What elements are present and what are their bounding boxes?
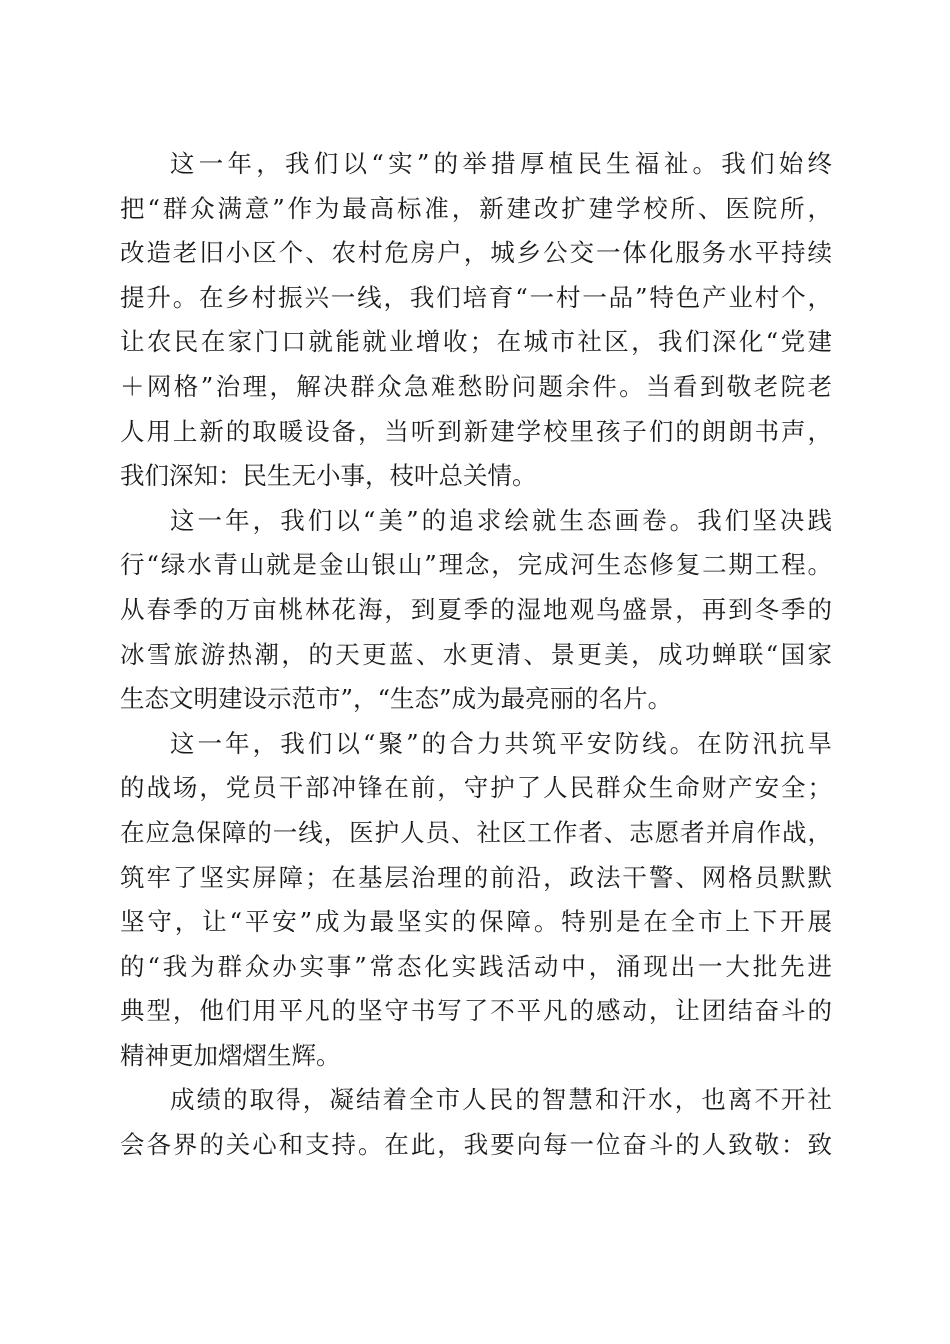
paragraph-1-line-7: 人用上新的取暖设备，当听到新建学校里孩子们的朗朗书声， bbox=[120, 416, 832, 446]
paragraph-2-line-1: 这一年，我们以“美”的追求绘就生态画卷。我们坚决践 bbox=[170, 505, 832, 535]
paragraph-2-line-5: 生态文明建设示范市”，“生态”成为最亮丽的名片。 bbox=[120, 684, 673, 714]
paragraph-3-line-5: 坚守，让“平安”成为最坚实的保障。特别是在全市上下开展 bbox=[120, 907, 832, 937]
paragraph-2-line-3: 从春季的万亩桃林花海，到夏季的湿地观鸟盛景，再到冬季的 bbox=[120, 594, 832, 624]
paragraph-1-line-4: 提升。在乡村振兴一线，我们培育“一村一品”特色产业村个， bbox=[120, 282, 832, 312]
paragraph-1-line-5: 让农民在家门口就能就业增收；在城市社区，我们深化“党建 bbox=[120, 327, 832, 357]
paragraph-3-line-4: 筑牢了坚实屏障；在基层治理的前沿，政法干警、网格员默默 bbox=[120, 862, 832, 892]
paragraph-3-line-3: 在应急保障的一线，医护人员、社区工作者、志愿者并肩作战， bbox=[120, 817, 832, 847]
paragraph-4-line-1: 成绩的取得，凝结着全市人民的智慧和汗水，也离不开社 bbox=[170, 1085, 832, 1115]
paragraph-3-line-8: 精神更加熠熠生辉。 bbox=[120, 1040, 341, 1070]
paragraph-1-line-6: ＋网格”治理，解决群众急难愁盼问题余件。当看到敬老院老 bbox=[120, 371, 832, 401]
document-body bbox=[120, 142, 832, 1168]
paragraph-3-line-7: 典型，他们用平凡的坚守书写了不平凡的感动，让团结奋斗的 bbox=[120, 996, 832, 1026]
paragraph-3-line-2: 的战场，党员干部冲锋在前，守护了人民群众生命财产安全； bbox=[120, 773, 832, 803]
paragraph-1-line-1: 这一年，我们以“实”的举措厚植民生福祉。我们始终 bbox=[170, 149, 832, 178]
paragraph-2-line-4: 冰雪旅游热潮，的天更蓝、水更清、景更美，成功蝉联“国家 bbox=[120, 639, 832, 669]
paragraph-4-line-2: 会各界的关心和支持。在此，我要向每一位奋斗的人致敬：致 bbox=[120, 1130, 832, 1160]
paragraph-1-line-3: 改造老旧小区个、农村危房户，城乡公交一体化服务水平持续 bbox=[120, 238, 832, 268]
paragraph-2-line-2: 行“绿水青山就是金山银山”理念，完成河生态修复二期工程。 bbox=[120, 550, 832, 580]
paragraph-1-line-8: 我们深知：民生无小事，枝叶总关情。 bbox=[120, 461, 537, 491]
paragraph-3-line-1: 这一年，我们以“聚”的合力共筑平安防线。在防汛抗旱 bbox=[170, 728, 832, 758]
paragraph-1-line-2: 把“群众满意”作为最高标准，新建改扩建学校所、医院所， bbox=[120, 193, 832, 223]
paragraph-3-line-6: 的“我为群众办实事”常态化实践活动中，涌现出一大批先进 bbox=[120, 951, 832, 981]
